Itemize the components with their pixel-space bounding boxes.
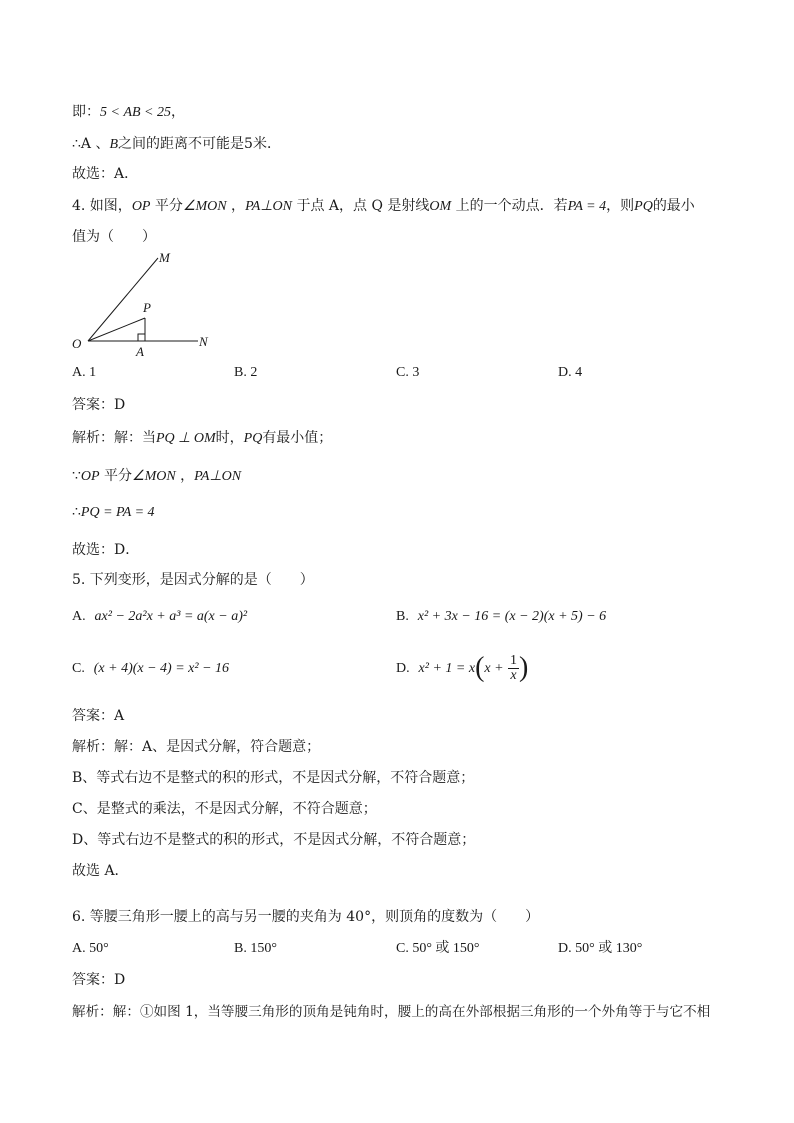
q5-analysis-3: C、是整式的乘法，不是因式分解，不符合题意； [72, 801, 377, 817]
option-label: A. [72, 609, 86, 624]
angle-mon: ∠MON [132, 469, 176, 484]
text: 4. 如图， [72, 198, 132, 214]
text: 于点 A，点 Q 是射线 [292, 198, 430, 214]
fraction-1-over-x [508, 654, 519, 683]
angle-mon: ∠MON [182, 199, 227, 214]
q5-answer: 答案：A [72, 708, 125, 724]
q4-analysis-2 [72, 466, 241, 487]
q5-analysis-2: B、等式右边不是整式的积的形式，不是因式分解，不符合题意； [72, 770, 475, 786]
q6-option-b[interactable]: B. 150° [234, 941, 277, 956]
option-expr: (x + 4)(x − 4) = x² − 16 [93, 661, 230, 676]
right-paren: ) [519, 652, 529, 683]
option-label: B. [396, 609, 409, 624]
pq: PQ [243, 431, 263, 446]
segment-op [88, 318, 145, 341]
denominator: x [510, 667, 517, 683]
q5-stem: 5. 下列变形，是因式分解的是（ ） [72, 572, 314, 588]
option-label: C. [72, 661, 85, 676]
pa-perp-on: PA⊥ON [245, 199, 293, 214]
q4-choose: 故选：D． [72, 542, 140, 558]
text: 平分 [150, 198, 183, 214]
option-expr: x² + 3x − 16 = (x − 2)(x + 5) − 6 [417, 609, 607, 624]
text: 解析：解：当 [72, 430, 156, 446]
op: OP [131, 199, 151, 214]
q6-analysis-1: 解析：解：①如图 1，当等腰三角形的顶角是钝角时，腰上的高在外部根据三角形的一个外角等于与它不相 [72, 1004, 711, 1020]
text: 平分 [99, 468, 133, 484]
label-p: P [143, 300, 151, 315]
q4-stem [72, 196, 695, 217]
pq-equals-pa: PQ = PA = 4 [80, 505, 155, 520]
q5-option-b[interactable] [396, 606, 606, 627]
pa-equals-4: PA = 4 [567, 199, 607, 214]
text: ∴A 、 [72, 136, 110, 152]
pq-perp-om: PQ ⊥ OM [156, 431, 216, 446]
q6-answer: 答案：D [72, 972, 126, 988]
q4-stem-line2: 值为（ ） [72, 229, 156, 245]
option-expr: ax² − 2a²x + a³ = a(x − a)² [94, 609, 248, 624]
inequality-expr: 5 < AB < 25 [100, 105, 171, 120]
text: 之间的距离不可能是5米． [118, 136, 281, 152]
q4-option-c[interactable]: C. 3 [396, 365, 420, 380]
right-angle-mark [138, 334, 145, 341]
q6-option-a[interactable]: A. 50° [72, 941, 109, 956]
q5-option-a[interactable] [72, 606, 247, 627]
text: ， [175, 468, 195, 484]
prev-choose: 故选：A． [72, 166, 139, 182]
q5-option-d[interactable] [396, 646, 528, 691]
left-paren: ( [475, 652, 485, 683]
text: ， [226, 198, 246, 214]
text: 时， [215, 430, 244, 446]
text: ∵ [72, 468, 81, 484]
prev-line-2 [72, 134, 281, 155]
op: OP [80, 469, 100, 484]
text: 上的一个动点．若 [451, 198, 568, 214]
option-expr: x + [484, 661, 504, 676]
text: ， [171, 104, 185, 120]
text: ，则 [606, 198, 635, 214]
pq: PQ [634, 199, 653, 214]
label-o: O [72, 336, 82, 351]
numerator: 1 [510, 652, 518, 668]
text: 有最小值； [262, 430, 333, 446]
option-expr: x² + 1 = x [418, 661, 476, 676]
q4-answer: 答案：D [72, 397, 126, 413]
q6-option-d[interactable]: D. 50° 或 130° [558, 941, 643, 956]
text: 即： [72, 104, 100, 120]
label-n: N [199, 334, 208, 349]
text: 的最小 [652, 198, 695, 214]
q4-option-d[interactable]: D. 4 [558, 365, 583, 380]
label-a: A [136, 344, 144, 359]
om: OM [429, 199, 452, 214]
q4-option-a[interactable]: A. 1 [72, 365, 97, 380]
q5-option-c[interactable] [72, 658, 229, 679]
q5-analysis-4: D、等式右边不是整式的积的形式，不是因式分解，不符合题意； [72, 832, 476, 848]
q4-analysis-3 [72, 502, 155, 523]
q4-option-b[interactable]: B. 2 [234, 365, 258, 380]
q4-geometry-figure [66, 248, 216, 360]
pa-perp-on: PA⊥ON [194, 469, 242, 484]
label-m: M [159, 250, 170, 265]
point-b: B [109, 137, 119, 152]
prev-line-1 [72, 102, 185, 123]
q5-choose: 故选 A． [72, 863, 129, 879]
q6-option-c[interactable]: C. 50° 或 150° [396, 941, 480, 956]
text: ∴ [72, 504, 81, 520]
option-label: D. [396, 661, 410, 676]
q4-analysis-1 [72, 428, 332, 449]
q6-stem: 6. 等腰三角形一腰上的高与另一腰的夹角为 40°，则顶角的度数为（ ） [72, 909, 540, 925]
q5-analysis-1: 解析：解：A、是因式分解，符合题意； [72, 739, 321, 755]
